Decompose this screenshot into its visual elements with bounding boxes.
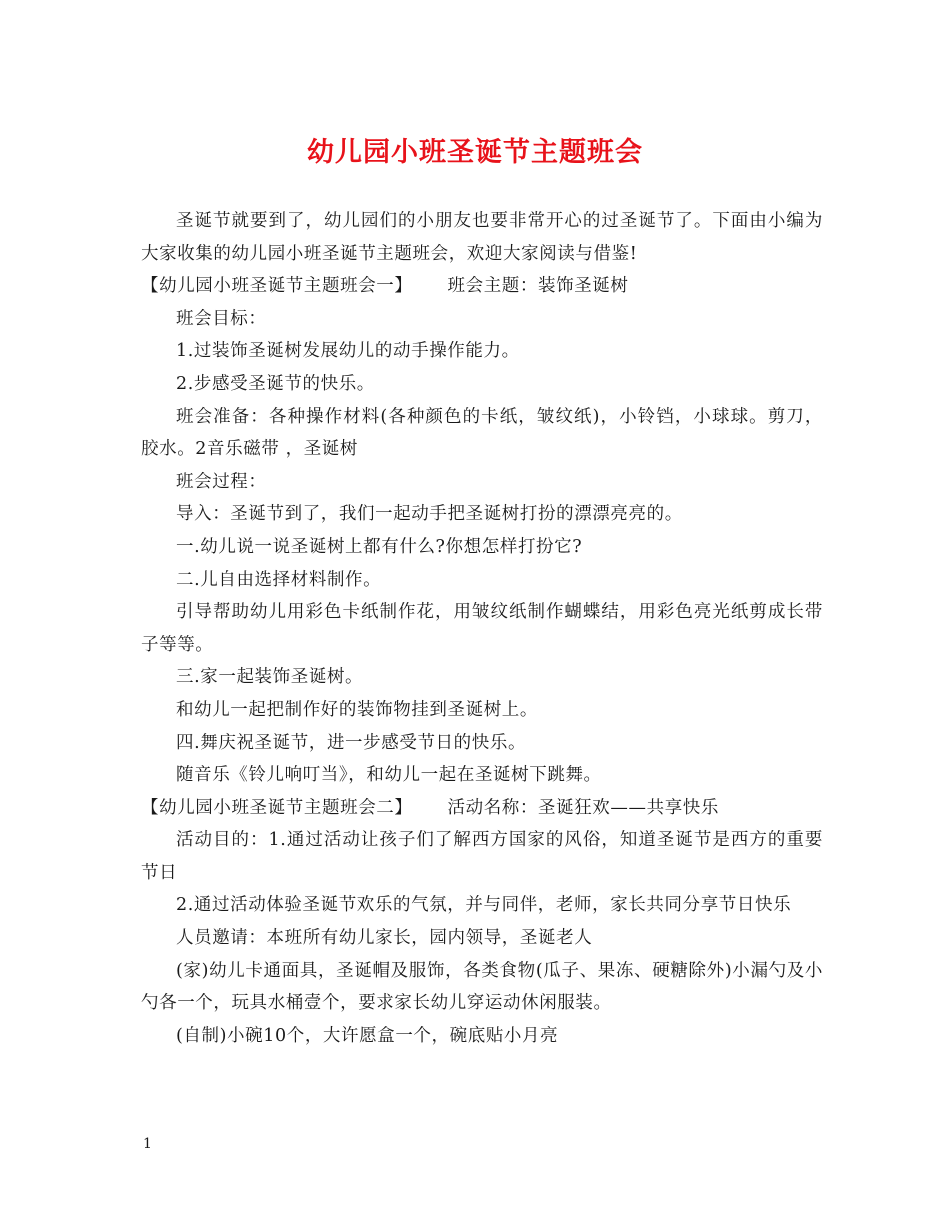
materials-self-paragraph: (自制)小碗10个，大许愿盒一个，碗底贴小月亮: [176, 1025, 559, 1046]
process-step-3-detail: 和幼儿一起把制作好的装饰物挂到圣诞树上。: [176, 699, 538, 720]
goals-label: 班会目标：: [176, 308, 267, 329]
section2-heading: 【幼儿园小班圣诞节主题班会二】: [141, 797, 413, 818]
process-step-4-detail: 随音乐《铃儿响叮当》，和幼儿一起在圣诞树下跳舞。: [176, 765, 602, 786]
materials-home-paragraph: (家)幼儿卡通面具，圣诞帽及服饰，各类食物(瓜子、果冻、硬糖除外)小漏勺及小勺各一个，玩具水桶壹个，要求家长幼儿穿运动休闲服装。: [141, 960, 823, 1014]
section2-heading-line: [141, 792, 823, 825]
process-intro: 导入：圣诞节到了，我们一起动手把圣诞树打扮的漂漂亮亮的。: [176, 504, 683, 525]
purpose-item-1: 活动目的：1.通过活动让孩子们了解西方国家的风俗，知道圣诞节是西方的重要节日: [141, 830, 823, 883]
section1-heading: 【幼儿园小班圣诞节主题班会一】: [141, 276, 413, 297]
section1-subject: 班会主题：装饰圣诞树: [447, 276, 629, 297]
goal-item-1: 1.过装饰圣诞树发展幼儿的动手操作能力。: [176, 341, 520, 362]
intro-paragraph: 圣诞节就要到了，幼儿园们的小朋友也要非常开心的过圣诞节了。下面由小编为大家收集的幼儿园小班圣诞节主题班会，欢迎大家阅读与借鉴!: [141, 211, 823, 264]
process-label: 班会过程：: [176, 471, 267, 492]
goal-item-2: 2.步感受圣诞节的快乐。: [176, 373, 375, 394]
process-step-3: 三.家一起装饰圣诞树。: [176, 667, 364, 688]
section2-activity-name: 活动名称：圣诞狂欢——共享快乐: [447, 797, 719, 818]
process-step-1: 一.幼儿说一说圣诞树上都有什么?你想怎样打扮它?: [176, 536, 583, 557]
invitees-paragraph: 人员邀请：本班所有幼儿家长，园内领导，圣诞老人: [176, 928, 593, 949]
page-number: 1: [143, 1136, 152, 1152]
section1-heading-line: [141, 270, 823, 303]
process-step-2-detail: 引导帮助幼儿用彩色卡纸制作花，用皱纹纸制作蝴蝶结，用彩色亮光纸剪成长带子等等。: [141, 602, 823, 655]
process-step-2: 二.儿自由选择材料制作。: [176, 569, 382, 590]
preparation-paragraph: 班会准备：各种操作材料(各种颜色的卡纸，皱纹纸)，小铃铛，小球球。剪刀，胶水。2音乐磁带 ，圣诞树: [141, 406, 823, 460]
document-title: 幼儿园小班圣诞节主题班会: [307, 137, 643, 168]
document-body: [141, 205, 823, 1052]
purpose-item-2: 2.通过活动体验圣诞节欢乐的气氛，并与同伴，老师，家长共同分享节日快乐: [176, 895, 792, 916]
process-step-4: 四.舞庆祝圣诞节，进一步感受节日的快乐。: [176, 732, 527, 753]
